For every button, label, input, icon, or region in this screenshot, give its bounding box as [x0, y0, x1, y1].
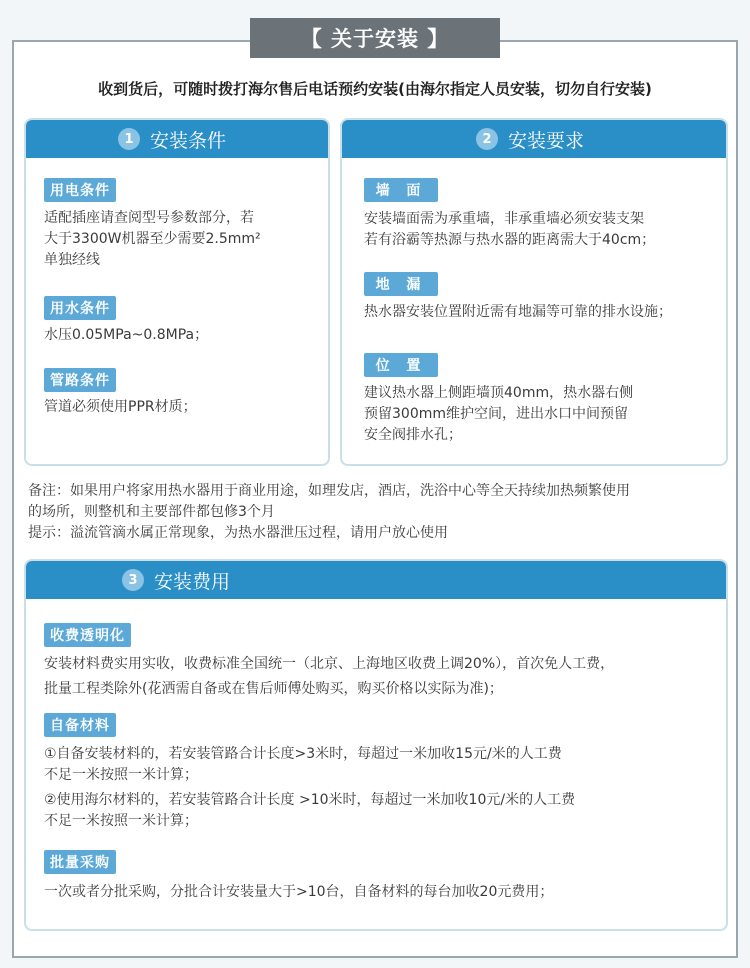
power-condition-text: 适配插座请查阅型号参数部分，若 大于3300W机器至少需要2.5mm² 单独经线 [44, 210, 261, 268]
install-conditions-card [24, 118, 330, 466]
position-tag: 位 置 [364, 353, 438, 377]
intro-text: 收到货后，可随时拨打海尔售后电话预约安装(由海尔指定人员安装，切勿自行安装) [98, 80, 652, 98]
bulk-purchase-text: 一次或者分批采购，分批合计安装量大于>10台，自备材料的每台加收20元费用； [44, 884, 554, 900]
install-conditions-header [26, 120, 328, 158]
install-requirements-header [342, 120, 726, 158]
self-material-text: ①自备安装材料的，若安装管路合计长度>3米时，每超过一米加收15元/米的人工费 不足一米按照一米计算； ②使用海尔材料的，若安装管路合计长度 >10米时，每超过一米加收10元/米的人工费 不足一米按照一米计算； [44, 746, 576, 829]
section-number-badge: 1 [118, 128, 140, 150]
section-title: 安装费用 [154, 570, 231, 593]
section-number-badge: 2 [476, 128, 498, 150]
water-condition-tag: 用水条件 [44, 296, 116, 320]
install-fees-card [24, 559, 728, 931]
floor-drain-tag: 地 漏 [364, 272, 438, 296]
install-fees-header [26, 561, 726, 599]
wall-tag: 墙 面 [364, 178, 438, 202]
wall-text: 安装墙面需为承重墙，非承重墙必须安装支架 若有浴霸等热源与热水器的距离需大于40cm； [364, 211, 656, 248]
install-requirements-card [340, 118, 728, 466]
position-text: 建议热水器上侧距墙顶40mm，热水器右侧 预留300mm维护空间，进出水口中间预留 安全阀排水孔； [364, 385, 634, 443]
floor-drain-text: 热水器安装位置附近需有地漏等可靠的排水设施； [364, 304, 672, 320]
section-number-badge: 3 [122, 569, 144, 591]
self-material-tag: 自备材料 [44, 713, 116, 737]
remark-line-1: 备注：如果用户将家用热水器用于商业用途，如理发店，酒店，洗浴中心等全天持续加热频繁使用 [28, 483, 630, 499]
section-title: 安装条件 [150, 129, 227, 152]
pipe-condition-text: 管道必须使用PPR材质； [44, 399, 197, 415]
water-condition-text: 水压0.05MPa~0.8MPa； [44, 327, 209, 343]
fee-transparency-text: 安装材料费实用实收，收费标准全国统一（北京、上海地区收费上调20%），首次免人工费， 批量工程类除外(花洒需自备或在售后师傅处购买，购买价格以实际为准)； [44, 656, 615, 697]
power-condition-tag: 用电条件 [44, 178, 116, 202]
bulk-purchase-tag: 批量采购 [44, 850, 116, 874]
pipe-condition-tag: 管路条件 [44, 368, 116, 392]
page-title: 【 关于安装 】 [250, 18, 500, 58]
tip-line: 提示：溢流管滴水属正常现象，为热水器泄压过程，请用户放心使用 [28, 525, 448, 541]
fee-transparency-tag: 收费透明化 [44, 623, 131, 647]
remark-line-2: 的场所，则整机和主要部件都包修3个月 [28, 504, 275, 520]
section-title: 安装要求 [508, 129, 585, 152]
